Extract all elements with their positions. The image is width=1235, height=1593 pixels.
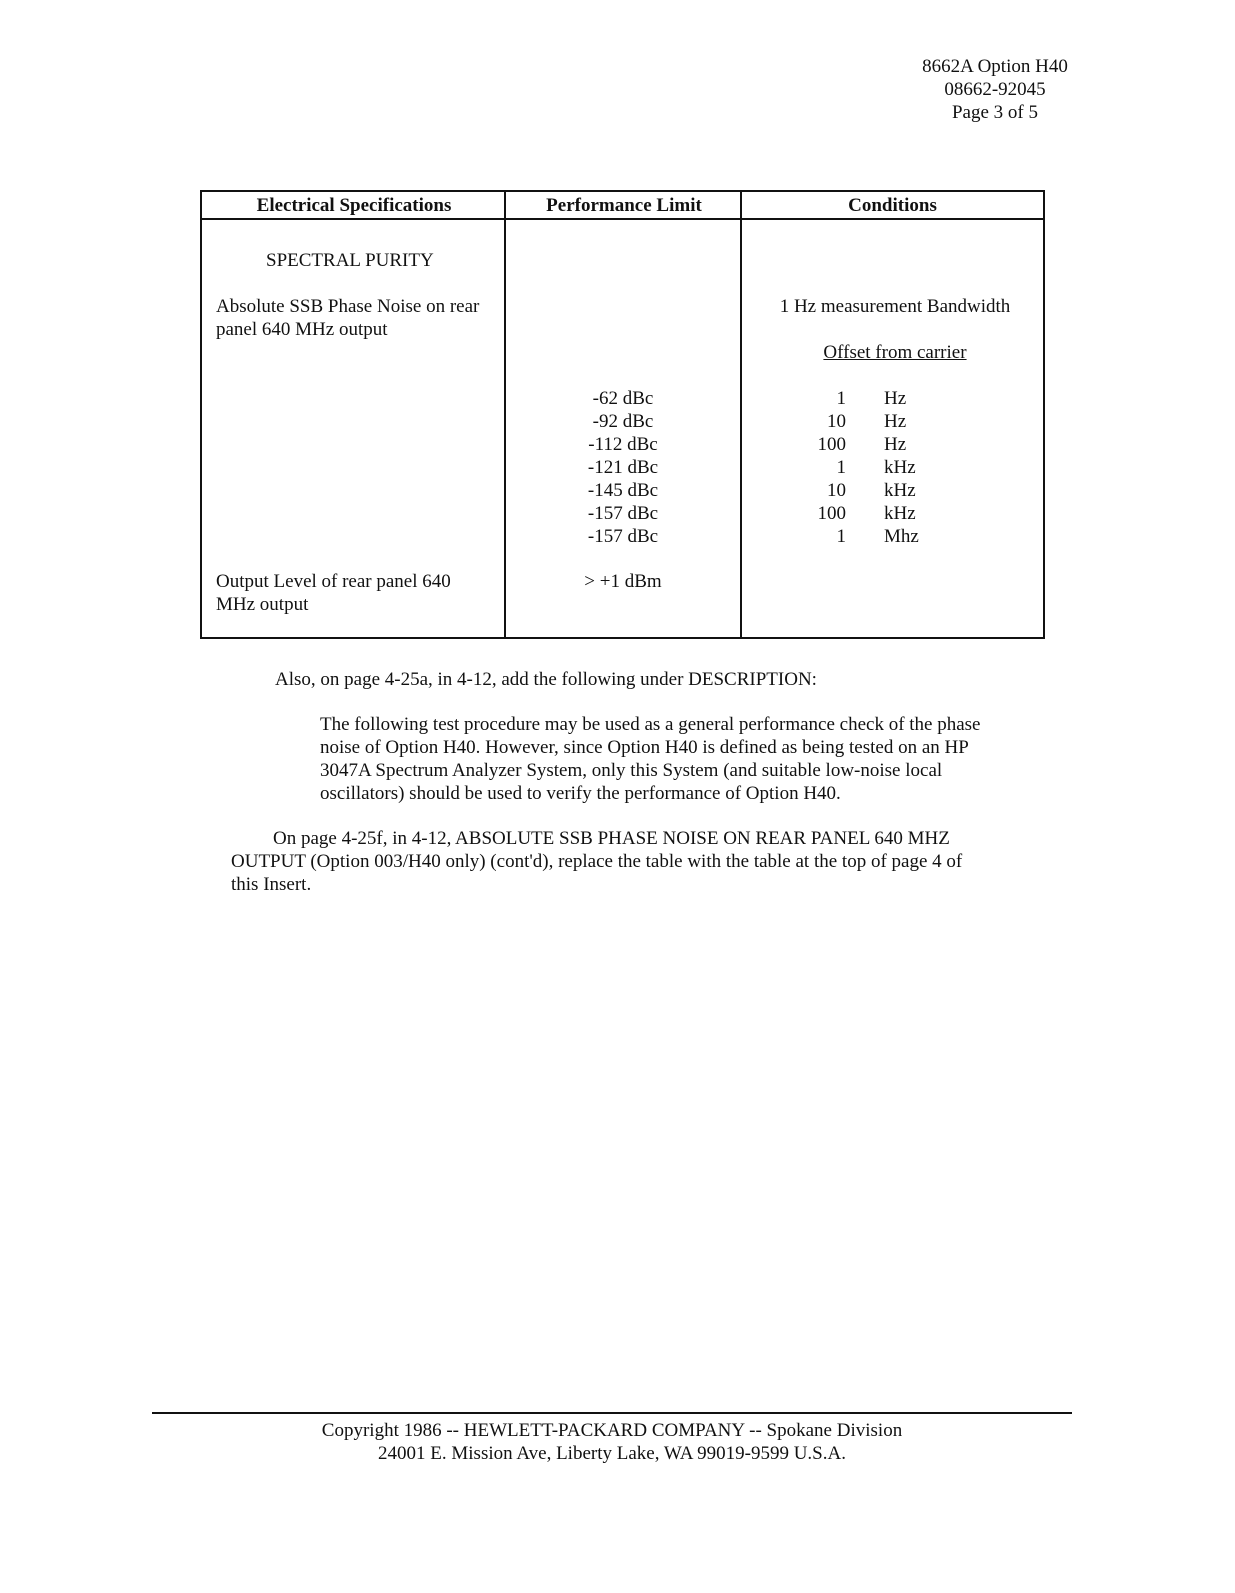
output-level-limit: > +1 dBm bbox=[584, 571, 662, 592]
offset-value: 1 bbox=[836, 457, 846, 478]
copyright-line: Copyright 1986 -- HEWLETT-PACKARD COMPANY -- Spokane Division bbox=[321, 1420, 903, 1441]
offset-value: 100 bbox=[817, 434, 846, 455]
offset-unit: Hz bbox=[884, 411, 907, 432]
limit-row: -157 dBc bbox=[587, 526, 659, 547]
offset-row bbox=[762, 525, 962, 548]
offset-row bbox=[762, 410, 962, 433]
offset-row bbox=[762, 479, 962, 502]
description-line: noise of Option H40. However, since Option H40 is defined as being tested on an HP bbox=[320, 737, 969, 758]
description-line: 3047A Spectrum Analyzer System, only this System (and suitable low-noise local bbox=[320, 760, 943, 781]
offset-row bbox=[762, 456, 962, 479]
spec-output-level-line1: Output Level of rear panel 640 bbox=[216, 571, 451, 592]
offset-value: 1 bbox=[836, 526, 846, 547]
offset-unit: Hz bbox=[884, 388, 907, 409]
model-option: 8662A Option H40 bbox=[922, 56, 1068, 77]
replacement-line: this Insert. bbox=[231, 874, 312, 895]
offset-value: 1 bbox=[836, 388, 846, 409]
offset-unit: kHz bbox=[884, 480, 916, 501]
measurement-bandwidth: 1 Hz measurement Bandwidth bbox=[779, 296, 1011, 317]
document-header bbox=[880, 55, 1110, 124]
offset-value: 10 bbox=[827, 411, 846, 432]
header-electrical-specifications: Electrical Specifications bbox=[202, 192, 506, 220]
section-title: SPECTRAL PURITY bbox=[266, 250, 434, 271]
offset-value: 10 bbox=[827, 480, 846, 501]
offset-unit: Hz bbox=[884, 434, 907, 455]
description-line: The following test procedure may be used as a general performance check of the phase bbox=[320, 714, 981, 735]
specifications-table bbox=[200, 190, 1045, 639]
spec-phase-noise-line2: panel 640 MHz output bbox=[216, 319, 388, 340]
spec-output-level-line2: MHz output bbox=[216, 594, 309, 615]
replacement-line: On page 4-25f, in 4-12, ABSOLUTE SSB PHASE NOISE ON REAR PANEL 640 MHZ bbox=[273, 828, 950, 849]
limit-row: -121 dBc bbox=[587, 457, 659, 478]
offset-unit: Mhz bbox=[884, 526, 919, 547]
offset-heading: Offset from carrier bbox=[823, 342, 967, 363]
offset-unit: kHz bbox=[884, 457, 916, 478]
footer bbox=[152, 1419, 1072, 1465]
offset-unit: kHz bbox=[884, 503, 916, 524]
address-line: 24001 E. Mission Ave, Liberty Lake, WA 99019-9599 U.S.A. bbox=[378, 1443, 846, 1464]
offset-value: 100 bbox=[817, 503, 846, 524]
footer-divider bbox=[152, 1412, 1072, 1414]
offset-row bbox=[762, 502, 962, 525]
part-number: 08662-92045 bbox=[944, 79, 1046, 100]
replacement-line: OUTPUT (Option 003/H40 only) (cont'd), replace the table with the table at the top of page 4 of bbox=[231, 851, 963, 872]
limit-row: -92 dBc bbox=[592, 411, 654, 432]
also-instruction: Also, on page 4-25a, in 4-12, add the following under DESCRIPTION: bbox=[275, 669, 817, 690]
header-conditions: Conditions bbox=[742, 192, 1043, 220]
offset-row bbox=[762, 433, 962, 456]
limit-row: -112 dBc bbox=[588, 434, 658, 455]
page-number: Page 3 of 5 bbox=[951, 102, 1038, 123]
spec-phase-noise-line1: Absolute SSB Phase Noise on rear bbox=[216, 296, 480, 317]
description-line: oscillators) should be used to verify the performance of Option H40. bbox=[320, 783, 841, 804]
offset-row bbox=[762, 387, 962, 410]
limit-row: -145 dBc bbox=[587, 480, 659, 501]
header-performance-limit: Performance Limit bbox=[506, 192, 742, 220]
limit-row: -157 dBc bbox=[587, 503, 659, 524]
limit-row: -62 dBc bbox=[592, 388, 654, 409]
